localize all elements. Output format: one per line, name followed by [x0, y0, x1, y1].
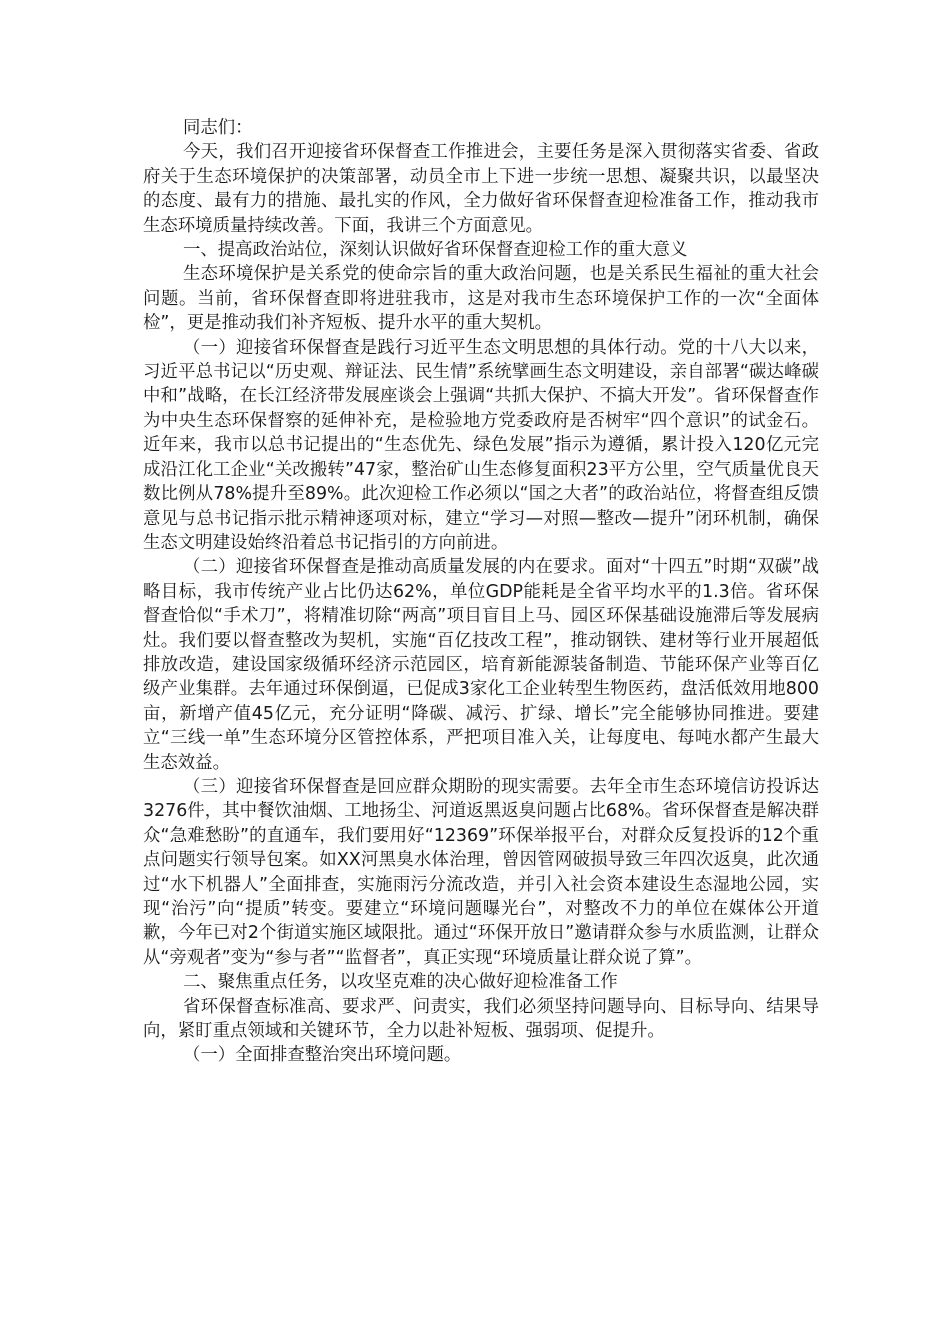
section-2-lead-paragraph: 省环保督查标准高、要求严、问责实，我们必须坚持问题导向、目标导向、结果导向，紧盯重点领域和关键环节，全力以赴补短板、强弱项、促提升。 [143, 996, 819, 1042]
section-2-subheading-1: （一）全面排查整治突出环境问题。 [183, 1045, 462, 1066]
section-1-point-3-paragraph: （三）迎接省环保督查是回应群众期盼的现实需要。去年全市生态环境信访投诉达3276件，其中餐饮油烟、工地扬尘、河道返黑返臭问题占比68%。省环保督查是解决群众“急难愁盼”的直通车，我们要用好“12369”环保举报平台，对群众反复投诉的12个重点问题实行领导包案。如XX河黑臭水体治理，曾因管网破损导致三年四次返臭，此次通过“水下机器人”全面排查，实施雨污分流改造，并引入社会资本建设生态湿地公园，实现“治污”向“提质”转变。要建立“环境问题曝光台”，对整改不力的单位在媒体公开道歉，今年已对2个街道实施区域限批。通过“环保开放日”邀请群众参与水质监测，让群众从“旁观者”变为“参与者”“监督者”，真正实现“环境质量让群众说了算”。 [143, 776, 819, 968]
section-1-point-1-paragraph: （一）迎接省环保督查是践行习近平生态文明思想的具体行动。党的十八大以来，习近平总书记以“历史观、辩证法、民生情”系统擘画生态文明建设，亲自部署“碳达峰碳中和”战略，在长江经济带发展座谈会上强调“共抓大保护、不搞大开发”。省环保督查作为中央生态环保督察的延伸补充，是检验地方党委政府是否树牢“四个意识”的试金石。近年来，我市以总书记提出的“生态优先、绿色发展”指示为遵循，累计投入120亿元完成沿江化工企业“关改搬转”47家，整治矿山生态修复面积23平方公里，空气质量优良天数比例从78%提升至89%。此次迎检工作必须以“国之大者”的政治站位，将督查组反馈意见与总书记指示批示精神逐项对标，建立“学习—对照—整改—提升”闭环机制，确保生态文明建设始终沿着总书记指引的方向前进。 [143, 337, 819, 553]
document-body [143, 116, 819, 1068]
salutation: 同志们： [183, 118, 253, 138]
section-2-heading: 二、聚焦重点任务，以攻坚克难的决心做好迎检准备工作 [183, 972, 618, 993]
section-1-point-2-paragraph: （二）迎接省环保督查是推动高质量发展的内在要求。面对“十四五”时期“双碳”战略目标，我市传统产业占比仍达62%，单位GDP能耗是全省平均水平的1.3倍。省环保督查恰似“手术刀”，将精准切除“两高”项目盲目上马、园区环保基础设施滞后等发展病灶。我们要以督查整改为契机，实施“百亿技改工程”，推动钢铁、建材等行业开展超低排放改造，建设国家级循环经济示范园区，培育新能源装备制造、节能环保产业等百亿级产业集群。去年通过环保倒逼，已促成3家化工企业转型生物医药，盘活低效用地800亩，新增产值45亿元，充分证明“降碳、减污、扩绿、增长”完全能够协同推进。要建立“三线一单”生态环境分区管控体系，严把项目准入关，让每度电、每吨水都产生最大生态效益。 [143, 557, 819, 773]
intro-paragraph: 今天，我们召开迎接省环保督查工作推进会，主要任务是深入贯彻落实省委、省政府关于生态环境保护的决策部署，动员全市上下进一步统一思想、凝聚共识，以最坚决的态度、最有力的措施、最扎实的作风，全力做好省环保督查迎检准备工作，推动我市生态环境质量持续改善。下面，我讲三个方面意见。 [143, 142, 819, 236]
section-1-lead-paragraph: 生态环境保护是关系党的使命宗旨的重大政治问题，也是关系民生福祉的重大社会问题。当前，省环保督查即将进驻我市，这是对我市生态环境保护工作的一次“全面体检”，更是推动我们补齐短板、提升水平的重大契机。 [143, 264, 819, 334]
section-1-heading: 一、提高政治站位，深刻认识做好省环保督查迎检工作的重大意义 [183, 240, 688, 261]
